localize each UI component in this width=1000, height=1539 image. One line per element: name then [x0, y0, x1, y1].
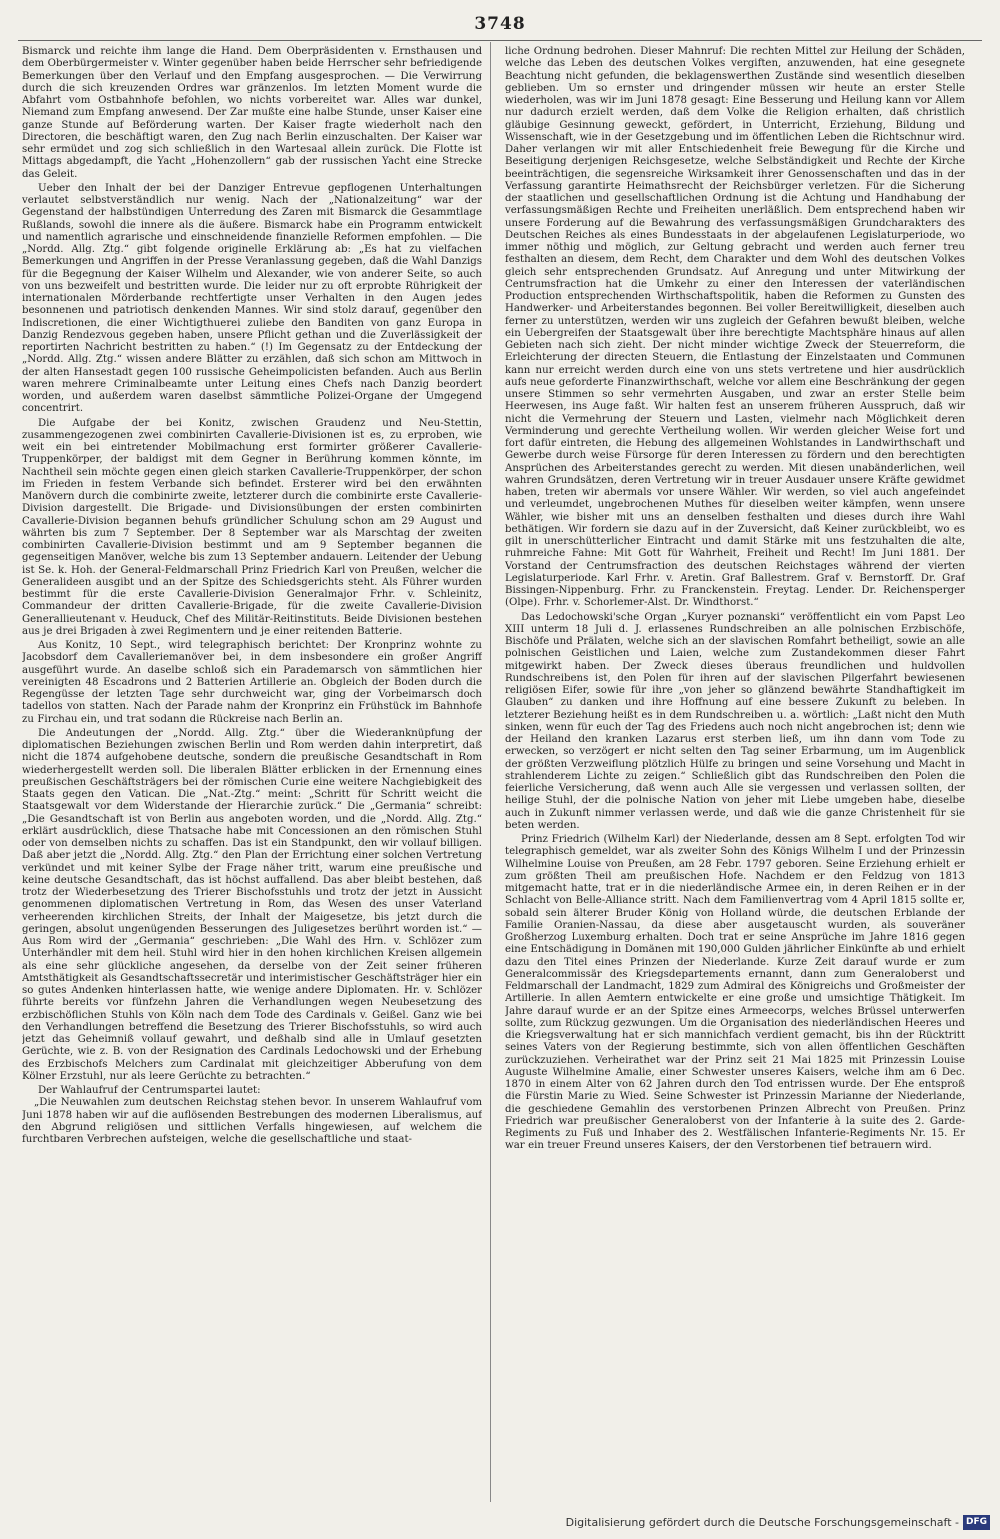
article-paragraph: Die Andeutungen der „Nordd. Allg. Ztg.“ über die Wiederanknüpfung der diplomatischen Beziehungen zwischen Berlin und Rom werden dahin interpretirt, daß nicht die 1874 aufgehobene deutsche, sondern die preußische Gesandtschaft in Rom wiederhergestellt werden soll. Die liberalen Blätter erblicken in der Ernennung eines preußischen Geschäftsträgers bei der römischen Curie eine weitere Nachgiebigkeit des Staats gegen den Vatican. Die „Nat.-Ztg.“ meint: „Schritt für Schritt weicht die Staatsgewalt vor dem Widerstande der Hierarchie zurück.“ Die „Germania“ schreibt: „Die Gesandtschaft ist von Berlin aus angeboten worden, und die „Nordd. Allg. Ztg.“ erklärt ausdrücklich, diese Thatsache habe mit Concessionen an den römischen Stuhl oder von demselben nichts zu schaffen. Das ist ein Standpunkt, den wir vollauf billigen. Daß aber jetzt die „Nordd. Allg. Ztg.“ den Plan der Errichtung einer solchen Vertretung verkündet und mit keiner Sylbe der Frage näher tritt, warum eine preußische und keine deutsche Gesandtschaft, das ist höchst auffallend. Das aber bleibt bestehen, daß trotz der Wiederbesetzung des Trierer Bischofsstuhls und trotz der jetzt in Aussicht genommenen diplomatischen Vertretung in Rom, das Wesen des unser Vaterland verheerenden kirchlichen Streits, der Inhalt der Maigesetze, bis jetzt durch die geringen, absolut ungenügenden Besserungen des Juligesetzes berührt worden ist.“ — Aus Rom wird der „Germania“ geschrieben: „Die Wahl des Hrn. v. Schlözer zum Unterhändler mit dem heil. Stuhl wird hier in den hohen kirchlichen Kreisen allgemein als eine sehr glückliche angesehen, da derselbe von der Zeit seiner früheren Amtsthätigkeit als Gesandtschaftssecretär und interimistischer Geschäftsträger hier ein so gutes Andenken hinterlassen hatte, wie wenige andere Diplomaten. Hr. v. Schlözer führte bereits vor fünfzehn Jahren die Verhandlungen wegen Neubesetzung des erzbischöflichen Stuhls von Köln nach dem Tode des Cardinals v. Geißel. Ganz wie bei den Verhandlungen betreffend die Besetzung des Trierer Bischofsstuhls, so wird auch jetzt das Geheimniß vollauf gewahrt, und deßhalb sind alle in Umlauf gesetzten Gerüchte, wie z. B. von der Resignation des Cardinals Ledochowski und der Erhebung des Erzbischofs Melchers zum Cardinalat mit gleichzeitiger Abberufung von dem Kölner Erzstuhl, nur als leere Gerüchte zu betrachten.“ — [22, 727, 482, 1082]
right-column — [505, 46, 965, 1501]
article-paragraph: Der Wahlaufruf der Centrumspartei lautet: — [38, 1085, 261, 1096]
page-number: 3748 — [474, 14, 526, 34]
footer-text: Digitalisierung gefördert durch die Deutsche Forschungsgemeinschaft - — [565, 1515, 959, 1529]
left-column — [22, 46, 482, 1501]
article-paragraph: Ueber den Inhalt der bei der Danziger Entrevue gepflogenen Unterhaltungen verlautet selbstverständlich nur wenig. Nach der „Nationalzeitung“ war der Gegenstand der halbstündigen Unterredung des Zaren mit Bismarck die Gesammtlage Rußlands, sowohl die innere als die äußere. Bismarck habe ein Programm entwickelt und namentlich agrarische und einschneidende finanzielle Reformen empfohlen. — Die „Nordd. Allg. Ztg.“ gibt folgende originelle Erklärung ab: „Es hat zu vielfachen Bemerkungen und Angriffen in der Presse Veranlassung gegeben, daß die Wahl Danzigs für die Begegnung der Kaiser Wilhelm und Alexander, wie von anderer Seite, so auch von uns bezweifelt und bestritten wurde. Die leider nur zu oft erprobte Rührigkeit der internationalen Mörderbande rechtfertigte unser Verhalten in den Augen jedes besonnenen und patriotisch denkenden Mannes. Wir sind stolz darauf, gegenüber den Indiscretionen, die einer Wichtigthuerei zuliebe den Banditen von ganz Europa in Danzig Rendezvous gegeben haben, unsere Pflicht gethan und die Zuverlässigkeit der reportirten Nachricht bestritten zu haben.“ (!) Im Gegensatz zu der Entdeckung der „Nordd. Allg. Ztg.“ wissen andere Blätter zu erzählen, daß sich schon am Mittwoch in der alten Hansestadt gegen 100 russische Geheimpolicisten befanden. Auch aus Berlin waren mehrere Criminalbeamte unter Leitung eines Chefs nach Danzig beordert worden, und außerdem waren daselbst sämmtliche Polizei-Organe der Umgegend concentrirt. — [22, 182, 482, 415]
header-rule — [18, 40, 982, 41]
article-paragraph: Prinz Friedrich (Wilhelm Karl) der Niederlande, dessen am 8 Sept. erfolgten Tod wir telegraphisch gemeldet, war als zweiter Sohn des Königs Wilhelm I und der Prinzessin Wilhelmine Louise von Preußen, am 28 Febr. 1797 geboren. Seine Erziehung erhielt er zum größten Theil am preußischen Hofe. Nachdem er den Feldzug von 1813 mitgemacht hatte, trat er in die niederländische Armee ein, in deren Reihen er in der Schlacht von Belle-Alliance stritt. Nach dem Familienvertrag vom 4 April 1815 sollte er, sobald sein älterer Bruder König von Holland würde, die deutschen Erblande der Familie Oranien-Nassau, da diese aber ausgetauscht wurden, als souveräner Großherzog Luxemburg erhalten. Doch trat er seine Ansprüche im Jahre 1816 gegen eine Entschädigung in Domänen mit 190,000 Gulden jährlicher Einkünfte ab und erhielt dazu den Titel eines Prinzen der Niederlande. Kurze Zeit darauf wurde er zum Generalcommissär des Kriegsdepartements ernannt, dann zum Generaloberst und Feldmarschall der Landmacht, 1829 zum Admiral des Königreichs und Großmeister der Artillerie. In allen Aemtern entwickelte er eine große und umsichtige Thätigkeit. Im Jahre darauf wurde er an der Spitze eines Armeecorps, welches Brüssel unterwerfen sollte, zum Rückzug gezwungen. Um die Organisation des niederländischen Heeres und die Kriegsverwaltung hat er sich mannichfach verdient gemacht, bis ihn der Rücktritt seines Vaters von der Regierung bestimmte, sich von allen öffentlichen Geschäften zurückzuziehen. Verheirathet war der Prinz seit 21 Mai 1825 mit Prinzessin Louise Auguste Wilhelmine Amalie, einer Schwester unseres Kaisers, welche ihm am 6 Dec. 1870 in einem Alter von 62 Jahren durch den Tod entrissen wurde. Der Ehe entsproß die Fürstin Marie zu Wied. Seine Schwester ist Prinzessin Marianne der Niederlande, die geschiedene Gemahlin des verstorbenen Prinzen Albrecht von Preußen. Prinz Friedrich war preußischer Generaloberst von der Infanterie à la suite des 2. Garde-Regiments zu Fuß und Inhaber des 2. Westfälischen Infanterie-Regiments Nr. 15. Er war ein treuer Freund unseres Kaisers, der den Verstorbenen tief betrauern wird. — [505, 834, 965, 1152]
article-paragraph: liche Ordnung bedrohen. Dieser Mahnruf: Die rechten Mittel zur Heilung der Schäden, welche das Leben des deutschen Volkes vergiften, anzuwenden, hat eine gesegnete Beachtung nicht gefunden, die beklagenswerthen Zustände sind wesentlich dieselben geblieben. Um so ernster und dringender müssen wir heute an erster Stelle wiederholen, was wir im Juni 1878 gesagt: Eine Besserung und Heilung kann vor Allem nur dadurch erzielt werden, daß dem Volke die Religion erhalten, daß christlich gläubige Gesinnung geweckt, gefördert, in Unterricht, Erziehung, Bildung und Wissenschaft, wie in der Gesetzgebung und im öffentlichen Leben die Richtschnur wird. Daher verlangen wir mit aller Entschiedenheit freie Bewegung für die Kirche und Beseitigung derjenigen Reichsgesetze, welche Selbständigkeit und Rechte der Kirche beeinträchtigen, die segensreiche Wirksamkeit ihrer Genossenschaften und das in der Verfassung garantirte Heimathsrecht der Reichsbürger verletzen. Für die Sicherung der staatlichen und gesellschaftlichen Ordnung ist die Achtung und Handhabung der verfassungsmäßigen Rechte und Freiheiten unerläßlich. Dem entsprechend haben wir unsere Forderung auf die Bewahrung des verfassungsmäßigen Grundcharakters des Deutschen Reiches als eines Bundesstaats in der abgelaufenen Legislaturperiode, wo immer nöthig und möglich, zur Geltung gebracht und werden auch ferner treu festhalten an diesem, dem Recht, dem Charakter und dem Wohl des deutschen Volkes gleich sehr entsprechenden Grundsatz. Auf Anregung und unter Mitwirkung der Centrumsfraction hat die Umkehr zu einer den Interessen der vaterländischen Production entsprechenden Wirthschaftspolitik, haben die Reformen zu Gunsten des Handwerker- und Arbeiterstandes begonnen. Bei voller Bereitwilligkeit, dieselben auch ferner zu unterstützen, werden wir uns zugleich der Gefahren bewußt bleiben, welche ein Uebergreifen der Staatsgewalt über ihre berechtigte Machtsphäre hinaus auf allen Gebieten nach sich zieht. Der nicht minder wichtige Zweck der Steuerreform, die Erleichterung der directen Steuern, die Entlastung der Einzelstaaten und Communen kann nur erreicht werden durch eine von uns stets vertretene und hier ausdrücklich aufs neue geforderte Finanzwirthschaft, welche vor allem eine Beschränkung der gegen unsere Stimmen so sehr vermehrten Ausgaben, und zwar an erster Stelle beim Heerwesen, ins Auge faßt. Wir halten fest an unserem früheren Ausspruch, daß wir nicht die Vermehrung der Steuern und Lasten, vielmehr nach Möglichkeit deren Verminderung und gerechte Vertheilung wollen. Wir werden gleicher Weise fort und fort dafür eintreten, die Hebung des allgemeinen Wohlstandes in Landwirthschaft und Gewerbe durch weise Fürsorge für deren Interessen zu fördern und den berechtigten Ansprüchen des Arbeiterstandes gerecht zu werden. Mit diesen unabänderlichen, weil wahren Grundsätzen, deren Vertretung wir in treuer Ausdauer unsere Kräfte gewidmet haben, treten wir abermals vor unsere Wähler. Wir werden, so viel auch angefeindet und verleumdet, ungebrochenen Muthes für dieselben weiter kämpfen, wenn unsere Wähler, wie bisher mit uns an denselben festhalten und dieses durch ihre Wahl bethätigen. Wir fordern sie dazu auf in der Zuversicht, daß Keiner zurückbleibt, wo es gilt in unerschütterlicher Eintracht und damit Stärke mit uns festzuhalten die alte, ruhmreiche Fahne: Mit Gott für Wahrheit, Freiheit und Recht! Im Juni 1881. Der Vorstand der Centrumsfraction des deutschen Reichstages während der vierten Legislaturperiode. Karl Frhr. v. Aretin. Graf Ballestrem. Graf v. Bernstorff. Dr. Graf Bissingen-Nippenburg. Frhr. zu Franckenstein. Freytag. Lender. Dr. Reichensperger (Olpe). Frhr. v. Schorlemer-Alst. Dr. Windthorst.“ — [505, 46, 965, 609]
article-paragraph: Bismarck und reichte ihm lange die Hand. Dem Oberpräsidenten v. Ernsthausen und dem Oberbürgermeister v. Winter gegenüber haben beide Herrscher sehr befriedigende Bemerkungen über den Verlauf und den Empfang ausgesprochen. — Die Verwirrung durch die sich kreuzenden Ordres war gränzenlos. Im letzten Moment wurde die Abfahrt vom Ostbahnhofe befohlen, wo nichts vorbereitet war. Alles war dunkel, Niemand zum Empfang anwesend. Der Zar mußte eine halbe Stunde, unser Kaiser eine ganze Stunde auf Beförderung warten. Der Kaiser fragte wiederholt nach den Directoren, die beschäftigt waren, den Zug nach Berlin einzuschalten. Der Kaiser war sehr ermüdet und zog sich schließlich in den Wartesaal allein zurück. Die Flotte ist Mittags abgedampft, die Yacht „Hohenzollern“ gab der russischen Yacht eine Strecke das Geleit. — [22, 46, 482, 180]
article-paragraph: „Die Neuwahlen zum deutschen Reichstag stehen bevor. In unserem Wahlaufruf vom Juni 1878 haben wir auf die auflösenden Bestrebungen des modernen Liberalismus, auf den Abgrund religiösen und sittlichen Verfalls hingewiesen, auf welchem die furchtbaren Verbrechen aufsteigen, welche die gesellschaftliche und staat- — [22, 1097, 482, 1145]
digitization-footer — [566, 1512, 990, 1532]
column-divider — [490, 42, 491, 1502]
article-paragraph: Die Aufgabe der bei Konitz, zwischen Graudenz und Neu-Stettin, zusammengezogenen zwei combinirten Cavallerie-Divisionen ist es, zu erproben, wie weit ein bei eintretender Mobilmachung erst formirter größerer Cavallerie-Truppenkörper, der baldigst mit dem Gegner in Berührung kommen könnte, im Nachtheil sein möchte gegen einen gleich starken Cavallerie-Truppenkörper, der schon im Frieden in festem Verbande sich befindet. Ersterer wird bei den erwähnten Manövern durch die combinirte zweite, letzterer durch die combinirte erste Cavallerie-Division dargestellt. Die Brigade- und Divisionsübungen der ersten combinirten Cavallerie-Division begannen behufs gründlicher Schulung schon am 29 August und währten bis zum 7 September. Der 8 September war als Marschtag der zweiten combinirten Cavallerie-Division bestimmt und am 9 September begannen die gegenseitigen Manöver, welche bis zum 13 September andauern. Leitender der Uebung ist Se. k. Hoh. der General-Feldmarschall Prinz Friedrich Karl von Preußen, welcher die Generalideen ausgibt und an der Spitze des Schiedsgerichts steht. Als Führer wurden bestimmt für die erste Cavallerie-Division Generalmajor Frhr. v. Schleinitz, Commandeur der dritten Cavallerie-Brigade, für die zweite Cavallerie-Division Generallieutenant v. Heuduck, Chef des Militär-Reitinstituts. Beide Divisionen bestehen aus je drei Brigaden à zwei Regimentern und je einer reitenden Batterie. — [22, 417, 482, 637]
dfg-logo: DFG — [963, 1515, 990, 1530]
article-paragraph: Das Ledochowski'sche Organ „Kuryer poznanski“ veröffentlicht ein vom Papst Leo XIII unterm 18 Juli d. J. erlassenes Rundschreiben an alle polnischen Erzbischöfe, Bischöfe und Prälaten, welche sich an der slavischen Romfahrt betheiligt, sowie an alle polnischen Geistlichen und Laien, welche zum Zustandekommen dieser Fahrt mitgewirkt haben. Der Zweck dieses überaus freundlichen und huldvollen Rundschreibens ist, den Polen für ihren auf der slavischen Pilgerfahrt bewiesenen religiösen Eifer, sowie für ihre „von jeher so glänzend bewährte Standhaftigkeit im Glauben“ zu danken und ihre Hoffnung auf eine bessere Zukunft zu beleben. In letzterer Beziehung heißt es in dem Rundschreiben u. a. wörtlich: „Laßt nicht den Muth sinken, wenn für euch der Tag des Friedens auch noch nicht angebrochen ist; denn wie der Heiland den kranken Lazarus erst sterben ließ, um ihn dann vom Tode zu erwecken, so verzögert er nicht selten den Tag seiner Erbarmung, um im Augenblick der größten Verzweiflung plötzlich Hülfe zu bringen und seine Vorsehung und Macht in strahlenderem Lichte zu zeigen.“ Schließlich gibt das Rundschreiben den Polen die feierliche Versicherung, daß wenn auch Alle sie vergessen und verlassen sollten, der heilige Stuhl, der die polnische Nation von jeher mit Liebe umgeben habe, dieselbe auch in Zukunft nimmer verlassen werde, und daß wie die ganze Christenheit für sie beten werden. — [505, 611, 965, 831]
article-paragraph: Aus Konitz, 10 Sept., wird telegraphisch berichtet: Der Kronprinz wohnte zu Jacobsdorf dem Cavalleriemanöver bei, in dem insbesondere ein großer Angriff ausgeführt wurde. An daselbe schloß sich ein Parademarsch von sämmtlichen hier vereinigten 48 Escadrons und 2 Batterien Artillerie an. Obgleich der Boden durch die Regengüsse der letzten Tage sehr durchweicht war, ging der Vorbeimarsch doch tadellos von statten. Nach der Parade nahm der Kronprinz ein Frühstück im Bahnhofe zu Firchau ein, und trat sodann die Rückreise nach Berlin an. — [22, 640, 482, 725]
